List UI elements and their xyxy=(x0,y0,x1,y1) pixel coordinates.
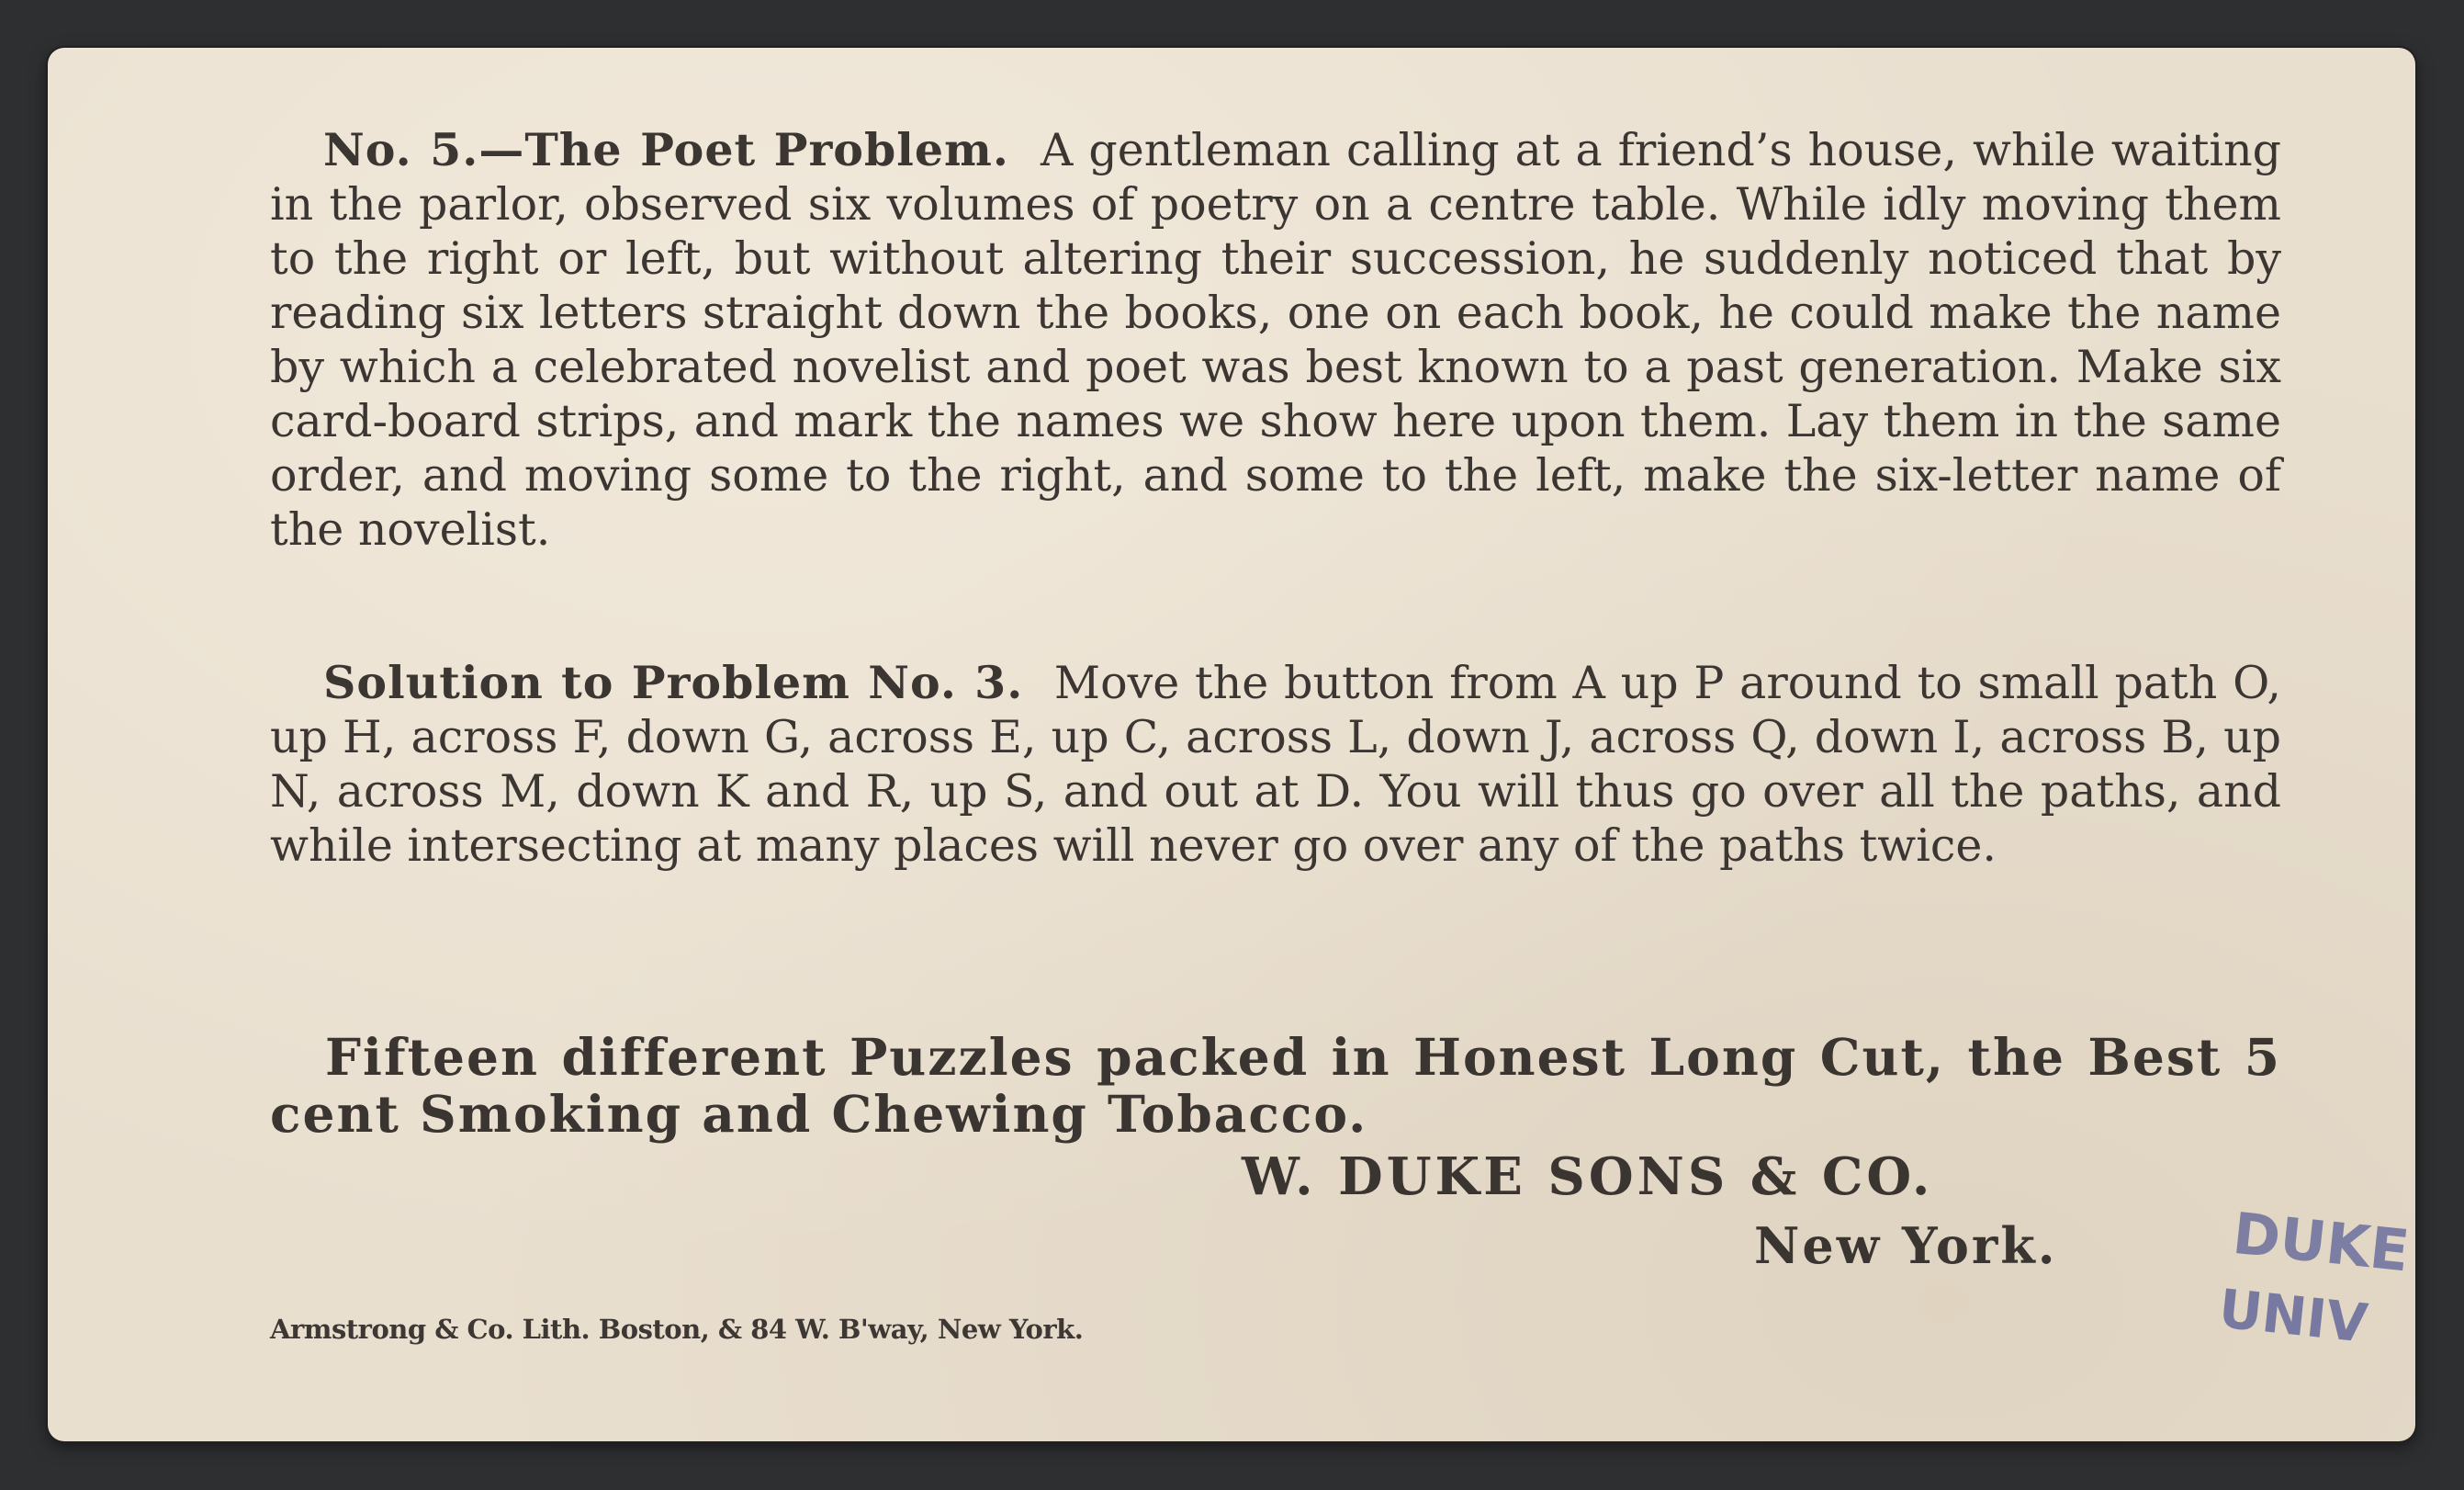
solution-heading: Solution to Problem No. 3. xyxy=(323,656,1024,709)
printer-imprint: Armstrong & Co. Lith. Boston, & 84 W. B'way, New York. xyxy=(270,1314,1084,1345)
stamp-line-2: UNIV xyxy=(2215,1277,2371,1355)
solution-body: Move the button from A up P around to small path O, up H, across F, down G, across E, up C, across L, down J, across Q, down I, across B, up N, across M, down K and R, up S, and out at D. You will thus go over all the paths, and while intersecting at many places will never go over any of the paths twice. xyxy=(270,657,2281,872)
problem-paragraph xyxy=(270,123,2281,557)
stamp-line-1: DUKE xyxy=(2229,1199,2413,1285)
advert-text: Fifteen different Puzzles packed in Honest Long Cut, the Best 5 cent Smoking and Chewing Tobacco. xyxy=(270,1027,2281,1144)
firm-name: W. DUKE SONS & CO. xyxy=(1242,1146,1934,1207)
problem-heading: No. 5.—The Poet Problem. xyxy=(323,123,1009,176)
trade-card xyxy=(48,48,2415,1441)
problem-body: A gentleman calling at a friend’s house, while waiting in the parlor, observed six volumes of poetry on a centre table. While idly moving them to the right or left, but without altering their succession, he suddenly noticed that by reading six letters straight down the books, one on each book, he could make the name by which a celebrated novelist and poet was best known to a past generation. Make six card-board strips, and mark the names we show here upon them. Lay them in the same order, and moving some to the right, and some to the left, make the six-letter name of the novelist. xyxy=(270,124,2282,556)
library-stamp xyxy=(2160,1196,2417,1361)
firm-city: New York. xyxy=(1754,1216,2058,1275)
solution-paragraph xyxy=(270,656,2281,873)
